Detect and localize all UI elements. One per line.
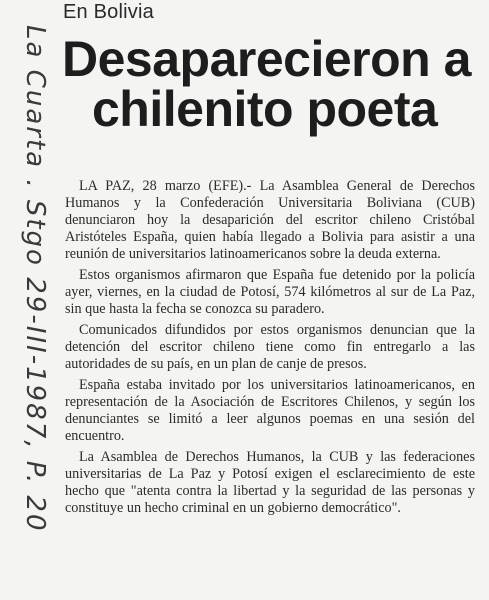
paragraph: Comunicados difundidos por estos organismos denuncian que la detención del escritor chileno tiene como fin entregarlo a las autoridades de su país, en un plan de canje de presos. xyxy=(65,322,475,372)
margin-note-text: La Cuarta . Stgo 29-III-1987, P. 20 xyxy=(20,25,50,533)
section-kicker: En Bolivia xyxy=(63,1,154,23)
paragraph: España estaba invitado por los universitarios latinoamericanos, en representación de la Asociación de Escritores Chilenos, y según los denunciantes se limitó a leer algunos poemas en una sesión del encuentro. xyxy=(65,377,475,444)
paragraph: LA PAZ, 28 marzo (EFE).- La Asamblea General de Derechos Humanos y la Confederación Universitaria Boliviana (CUB) denunciaron hoy la desaparición del escritor chileno Cristóbal Aristóteles España, quien había llegado a Bolivia para asistir a una reunión de universitarios latinoamericanos sobre la deuda externa. xyxy=(65,178,475,262)
headline xyxy=(62,31,482,137)
article-body xyxy=(65,178,475,521)
paragraph: Estos organismos afirmaron que España fue detenido por la policía ayer, viernes, en la ciudad de Potosí, 574 kilómetros al sur de La Paz, sin que hasta la fecha se conozca su paradero. xyxy=(65,267,475,317)
paragraph: La Asamblea de Derechos Humanos, la CUB y las federaciones universitarias de La Paz y Potosí exigen el esclarecimiento de este hecho que "atenta contra la libertad y la seguridad de las personas y constituye un hecho criminal en un gobierno democrático". xyxy=(65,449,475,516)
headline-line-1: Desaparecieron a xyxy=(62,31,471,87)
handwritten-margin-note xyxy=(2,25,52,585)
headline-line-2: chilenito poeta xyxy=(92,81,438,137)
